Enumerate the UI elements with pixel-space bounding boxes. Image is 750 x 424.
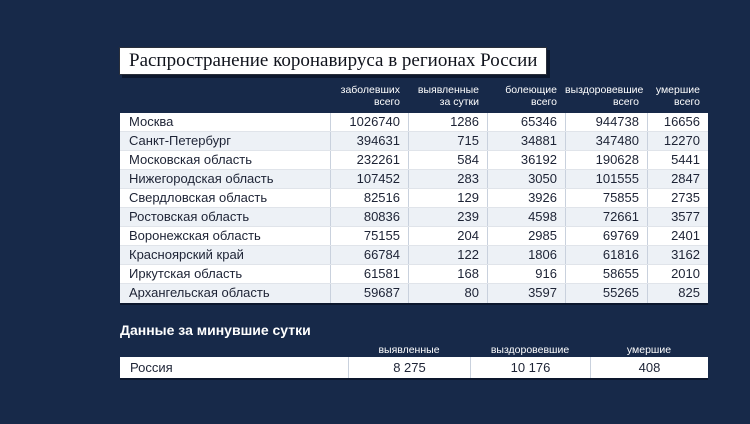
table-row	[120, 284, 708, 303]
infected-total-value: 80836	[330, 208, 408, 226]
region-name: Москва	[129, 114, 174, 129]
detected-daily-value: 204	[408, 227, 487, 245]
died-total-value: 16656	[647, 113, 708, 131]
detected-daily-value: 122	[408, 246, 487, 264]
sick-total-value: 3926	[487, 189, 565, 207]
recovered-total-value: 69769	[565, 227, 647, 245]
detected-daily-value: 8 275	[348, 357, 470, 378]
region-name: Санкт-Петербург	[129, 133, 231, 148]
table-row	[120, 170, 708, 189]
table-row	[120, 265, 708, 284]
regions-table-header	[120, 82, 708, 108]
recovered-daily-value: 10 176	[470, 357, 590, 378]
page-title: Распространение коронавируса в регионах России	[119, 47, 547, 75]
recovered-total-value: 75855	[565, 189, 647, 207]
region-name: Воронежская область	[129, 228, 261, 243]
detected-daily-value: 80	[408, 284, 487, 303]
regions-table	[120, 113, 708, 303]
sick-total-value: 65346	[487, 113, 565, 131]
detected-daily-value: 283	[408, 170, 487, 188]
table-row	[120, 189, 708, 208]
header-spacer	[120, 344, 348, 357]
infected-total-value: 232261	[330, 151, 408, 169]
daily-table-header	[120, 344, 708, 357]
table-row	[120, 113, 708, 132]
detected-daily-value: 239	[408, 208, 487, 226]
infected-total-value: 394631	[330, 132, 408, 150]
died-total-value: 2010	[647, 265, 708, 283]
died-total-value: 825	[647, 284, 708, 303]
recovered-total-value: 55265	[565, 284, 647, 303]
infected-total-value: 66784	[330, 246, 408, 264]
region-name: Московская область	[129, 152, 253, 167]
infected-total-value: 59687	[330, 284, 408, 303]
column-header-died: умершие	[626, 344, 672, 356]
recovered-total-value: 190628	[565, 151, 647, 169]
column-header-detected: выявленные	[378, 344, 440, 356]
recovered-total-value: 61816	[565, 246, 647, 264]
recovered-total-value: 347480	[565, 132, 647, 150]
infected-total-value: 75155	[330, 227, 408, 245]
recovered-total-value: 58655	[565, 265, 647, 283]
region-name: Нижегородская область	[129, 171, 274, 186]
detected-daily-value: 129	[408, 189, 487, 207]
infected-total-value: 107452	[330, 170, 408, 188]
died-total-value: 5441	[647, 151, 708, 169]
infected-total-value: 61581	[330, 265, 408, 283]
sick-total-value: 34881	[487, 132, 565, 150]
column-header-recovered: выздоровевшие	[490, 344, 570, 356]
daily-section-title: Данные за минувшие сутки	[120, 322, 311, 338]
sick-total-value: 3597	[487, 284, 565, 303]
sick-total-value: 916	[487, 265, 565, 283]
region-name: Свердловская область	[129, 190, 268, 205]
died-total-value: 3162	[647, 246, 708, 264]
recovered-total-value: 101555	[565, 170, 647, 188]
table-row	[120, 151, 708, 170]
died-total-value: 12270	[647, 132, 708, 150]
table-row	[120, 132, 708, 151]
table-row	[120, 246, 708, 265]
died-total-value: 2401	[647, 227, 708, 245]
column-header-sick-total: болеющие всего	[505, 84, 557, 108]
sick-total-value: 36192	[487, 151, 565, 169]
sick-total-value: 2985	[487, 227, 565, 245]
sick-total-value: 4598	[487, 208, 565, 226]
infected-total-value: 1026740	[330, 113, 408, 131]
header-spacer	[120, 82, 330, 108]
daily-table-row	[120, 357, 708, 378]
detected-daily-value: 1286	[408, 113, 487, 131]
recovered-total-value: 944738	[565, 113, 647, 131]
column-header-detected-daily: выявленные за сутки	[417, 84, 479, 108]
died-total-value: 2735	[647, 189, 708, 207]
column-header-died-total: умершие всего	[655, 84, 700, 108]
sick-total-value: 3050	[487, 170, 565, 188]
died-daily-value: 408	[590, 357, 708, 378]
detected-daily-value: 715	[408, 132, 487, 150]
detected-daily-value: 168	[408, 265, 487, 283]
region-name: Архангельская область	[129, 285, 270, 300]
recovered-total-value: 72661	[565, 208, 647, 226]
infected-total-value: 82516	[330, 189, 408, 207]
region-name: Иркутская область	[129, 266, 243, 281]
region-name: Красноярский край	[129, 247, 244, 262]
died-total-value: 2847	[647, 170, 708, 188]
country-name: Россия	[130, 360, 173, 375]
table-row	[120, 227, 708, 246]
column-header-infected-total: заболевших всего	[340, 84, 400, 108]
sick-total-value: 1806	[487, 246, 565, 264]
region-name: Ростовская область	[129, 209, 250, 224]
detected-daily-value: 584	[408, 151, 487, 169]
died-total-value: 3577	[647, 208, 708, 226]
table-row	[120, 208, 708, 227]
column-header-recovered-total: выздоровевшие всего	[565, 84, 644, 108]
